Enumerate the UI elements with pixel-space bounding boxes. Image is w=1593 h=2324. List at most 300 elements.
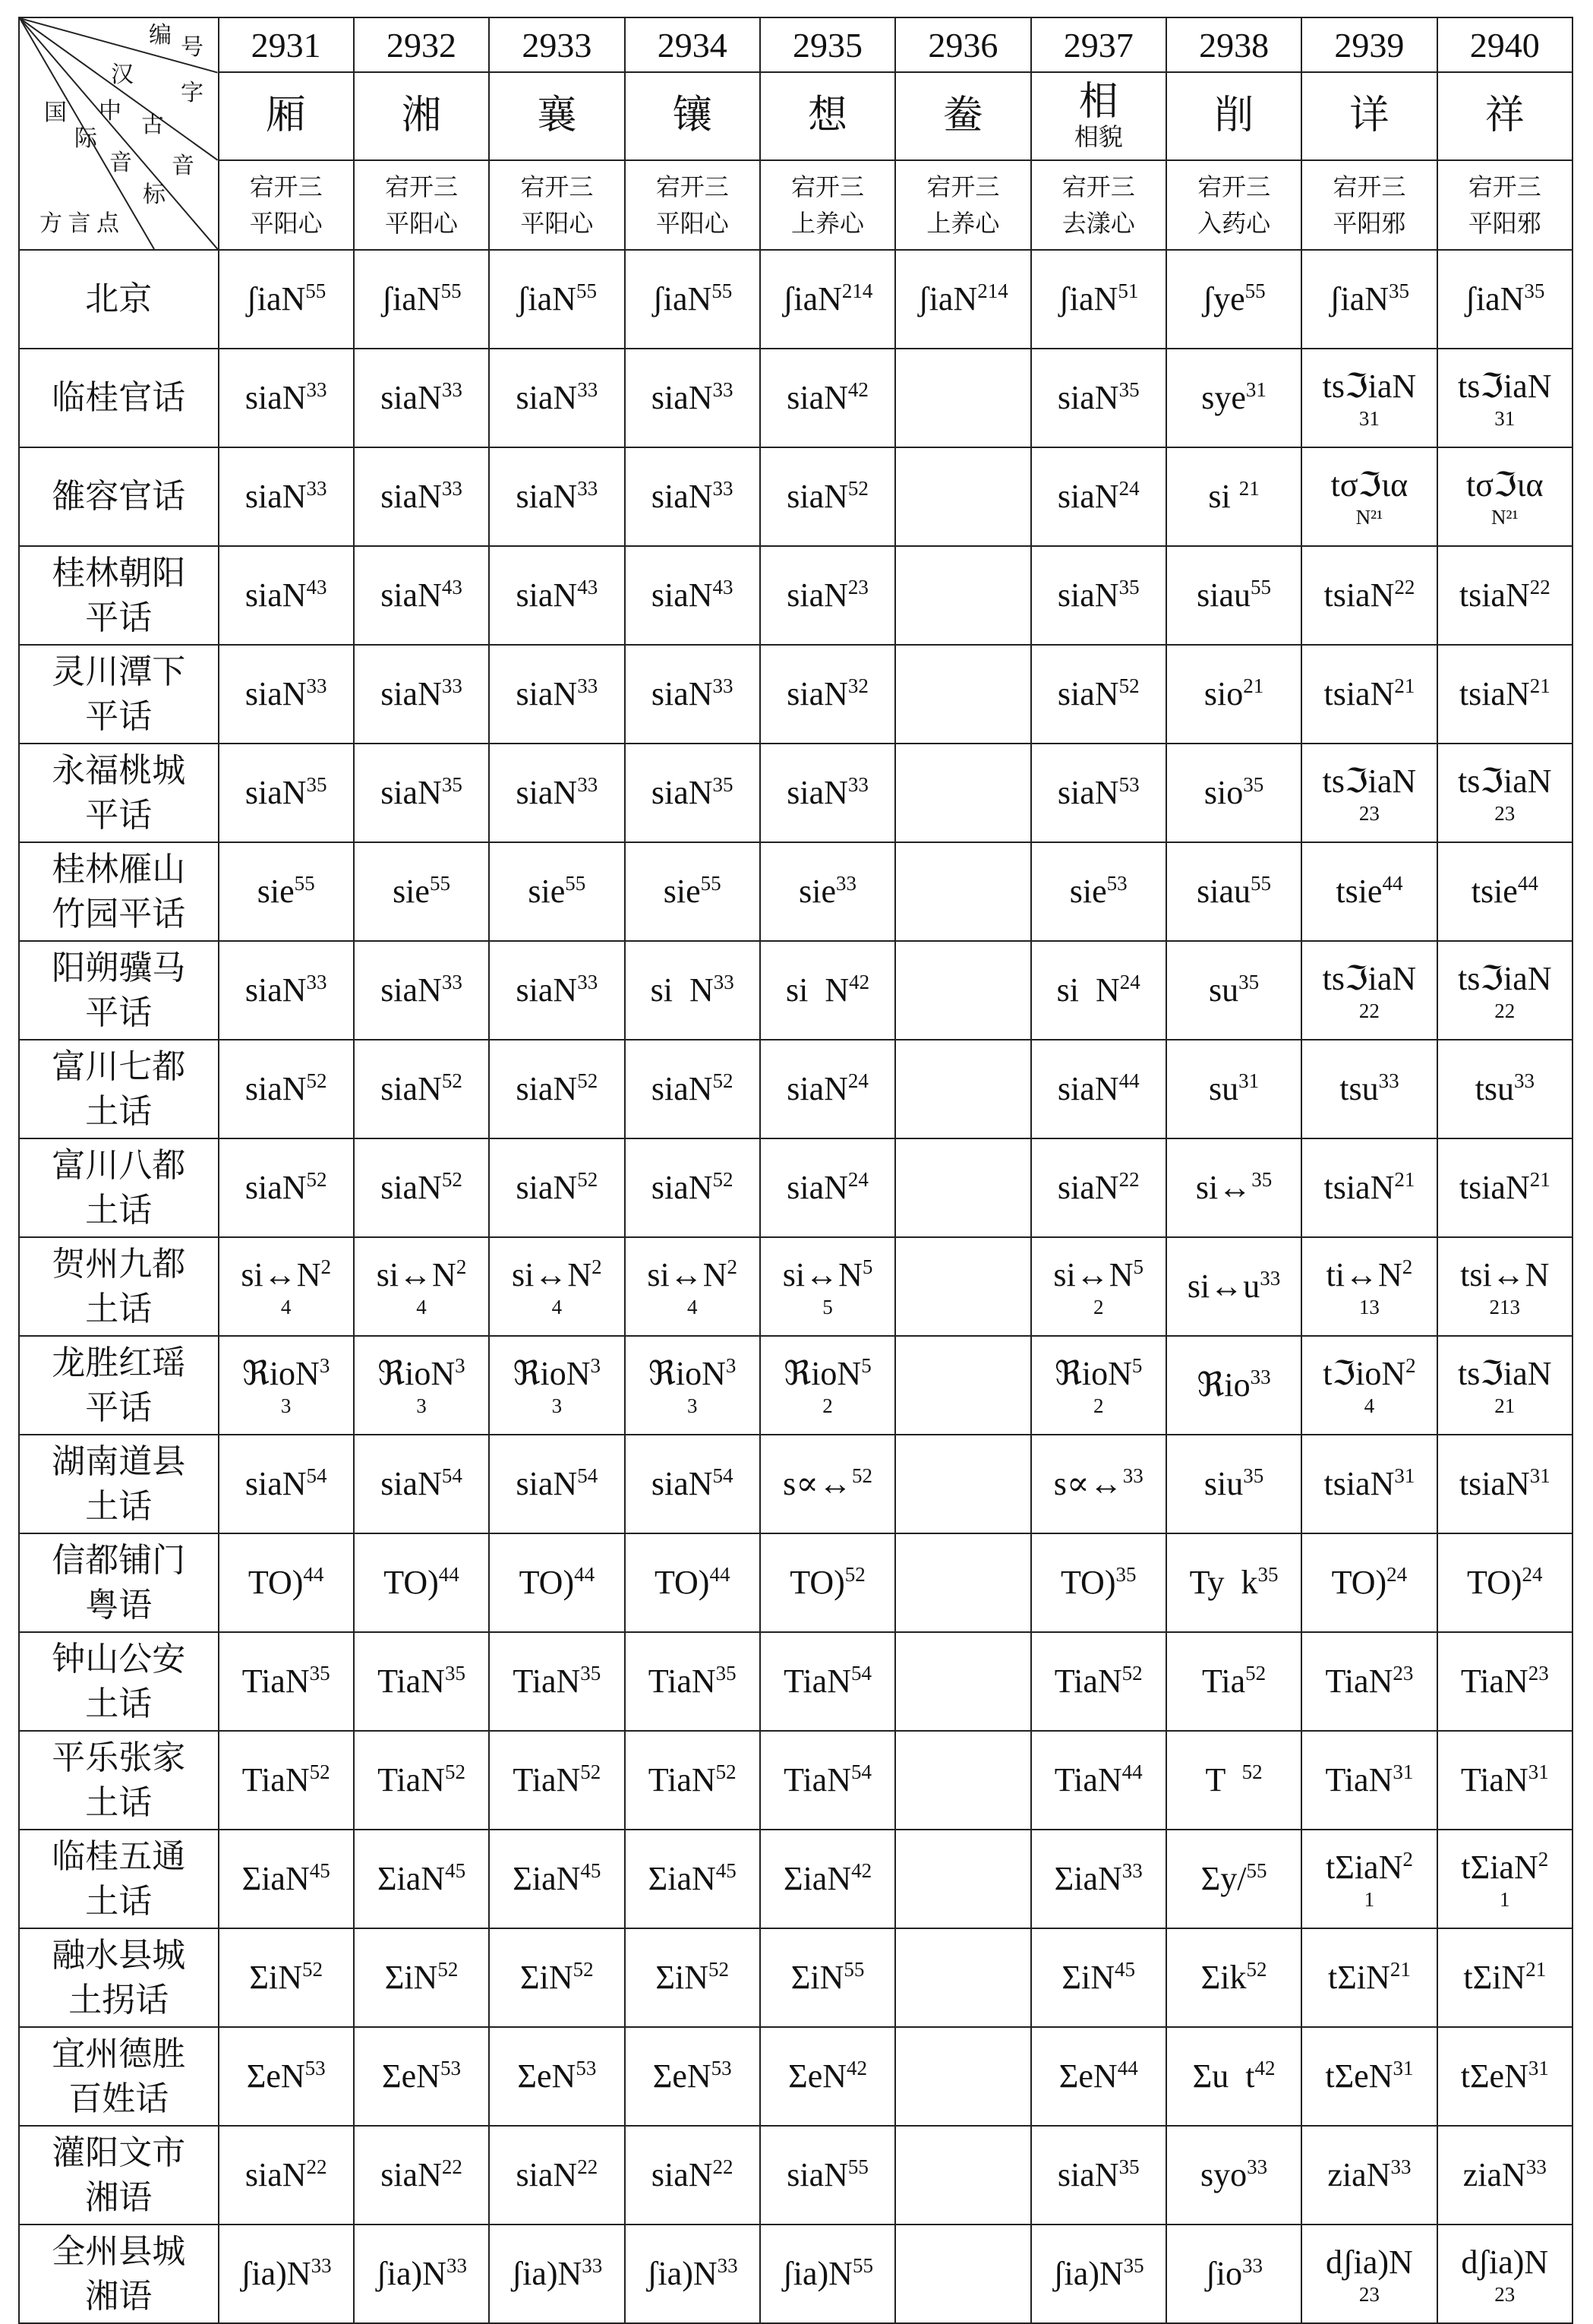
pronunciation-cell <box>1301 1928 1437 2027</box>
pronunciation-cell <box>489 1138 624 1237</box>
pronunciation-cell <box>354 546 489 645</box>
pronunciation-base: siaN <box>787 1069 848 1107</box>
pronunciation-cell <box>489 1731 624 1830</box>
dialect-name: 临桂五通 <box>52 1837 186 1875</box>
pronunciation-base: siaN <box>651 2155 713 2193</box>
tone-superscript: 2 <box>727 1255 738 1279</box>
pronunciation-cell <box>895 1533 1030 1632</box>
pronunciation-base: TO) <box>383 1563 439 1601</box>
tone-superscript: 53 <box>304 2056 326 2079</box>
tone-superscript: 54 <box>712 1464 733 1487</box>
tone-superscript: 35 <box>1118 575 1140 598</box>
pronunciation-cell <box>1031 1533 1166 1632</box>
pronunciation-base: siaN <box>787 378 848 416</box>
pronunciation-base: siau <box>1197 872 1251 910</box>
pronunciation-base: ʃia)N <box>1052 2254 1124 2292</box>
pronunciation-base: ziaN <box>1327 2155 1391 2193</box>
dialect-row <box>19 447 1572 546</box>
pronunciation-cell <box>1437 1435 1572 1533</box>
pronunciation-cell <box>1031 2027 1166 2126</box>
pronunciation-cell <box>489 546 624 645</box>
dialect-name-cell <box>19 744 219 842</box>
pronunciation-base: TiaN <box>513 1662 581 1700</box>
tone-superscript: 31 <box>1528 2056 1549 2079</box>
pronunciation-base: siaN <box>1057 378 1119 416</box>
pronunciation-cell <box>1031 1928 1166 2027</box>
pronunciation-cell <box>625 1336 760 1435</box>
pronunciation-cell <box>625 941 760 1040</box>
pronunciation-base: tΣiN <box>1328 1958 1390 1996</box>
tone-superscript: 21 <box>1238 476 1260 500</box>
tone-superscript: 32 <box>847 674 869 697</box>
pronunciation-base: siaN <box>380 2155 442 2193</box>
pronunciation-cell <box>1437 842 1572 941</box>
pronunciation-base: ΣiaN <box>513 1859 581 1897</box>
pronunciation-base: siaN <box>787 477 848 515</box>
pronunciation-base: TO) <box>1060 1563 1116 1601</box>
tone-wrapped: 4 <box>686 1295 698 1318</box>
tone-superscript: 33 <box>577 772 598 796</box>
tone-superscript: 55 <box>700 871 721 895</box>
pronunciation-base: tσℑια <box>1466 466 1544 504</box>
tone-superscript: 53 <box>576 2056 597 2079</box>
pronunciation-cell <box>489 2126 624 2225</box>
tone-superscript: 33 <box>1390 2155 1412 2178</box>
pronunciation-cell <box>489 2225 624 2323</box>
pronunciation-base: ʃia)N <box>240 2254 311 2292</box>
pronunciation-base: ʃiaN <box>652 279 712 317</box>
middle-chinese-initial: 平阳心 <box>385 210 459 237</box>
pronunciation-cell <box>625 1731 760 1830</box>
pronunciation-base: siaN <box>651 378 713 416</box>
pronunciation-cell <box>1437 1237 1572 1336</box>
column-number: 2939 <box>1301 17 1437 72</box>
dialect-name: 富川八都 <box>52 1146 186 1184</box>
tone-superscript: 52 <box>712 1167 733 1191</box>
pronunciation-cell <box>489 1928 624 2027</box>
pronunciation-cell <box>354 1435 489 1533</box>
pronunciation-cell <box>895 1138 1030 1237</box>
tone-wrapped: 3 <box>551 1394 563 1417</box>
pronunciation-cell <box>895 1731 1030 1830</box>
pronunciation-base: tsℑiaN <box>1322 960 1417 998</box>
pronunciation-base: ℜioN <box>242 1355 320 1393</box>
dialect-name: 融水县城 <box>52 1936 186 1974</box>
tone-superscript: 35 <box>1243 1464 1264 1487</box>
pronunciation-base: siaN <box>244 773 307 811</box>
pronunciation-cell <box>1166 1237 1301 1336</box>
pronunciation-cell <box>625 349 760 447</box>
dialect-name: 北京 <box>85 280 153 318</box>
pronunciation-cell <box>1301 1731 1437 1830</box>
pronunciation-base: siaN <box>787 576 848 614</box>
pronunciation-base: siaN <box>380 1168 442 1206</box>
pronunciation-cell <box>489 842 624 941</box>
pronunciation-cell <box>1031 546 1166 645</box>
middle-chinese-rhyme: 宕开三 <box>1197 173 1271 201</box>
pronunciation-cell <box>489 744 624 842</box>
pronunciation-cell <box>1031 744 1166 842</box>
column-character-cell <box>1301 72 1437 160</box>
pronunciation-base: siaN <box>516 576 578 614</box>
pronunciation-cell <box>760 349 895 447</box>
tone-superscript: 22 <box>712 2155 733 2178</box>
pronunciation-cell <box>625 1830 760 1928</box>
pronunciation-cell <box>1301 1336 1437 1435</box>
tone-superscript: 24 <box>847 1167 869 1191</box>
pronunciation-cell <box>489 1632 624 1731</box>
pronunciation-cell <box>1437 250 1572 349</box>
pronunciation-cell <box>219 546 354 645</box>
pronunciation-base: s∝↔ <box>783 1464 852 1502</box>
dialect-name-cell <box>19 1336 219 1435</box>
pronunciation-base: ʃia)N <box>782 2254 853 2292</box>
dialect-name-cell <box>19 1632 219 1731</box>
pronunciation-cell <box>1301 645 1437 744</box>
pronunciation-base: sie <box>663 872 701 910</box>
tone-superscript: 35 <box>1238 970 1260 993</box>
tone-superscript: 54 <box>306 1464 327 1487</box>
dialect-name: 雒容官话 <box>52 478 186 516</box>
pronunciation-cell <box>354 744 489 842</box>
pronunciation-base: si↔N <box>647 1256 727 1294</box>
pronunciation-base: tsie <box>1471 872 1518 910</box>
pronunciation-cell <box>1301 447 1437 546</box>
tone-superscript: 44 <box>1517 871 1538 895</box>
pronunciation-base: siaN <box>516 773 578 811</box>
tone-superscript: 33 <box>306 476 327 500</box>
column-character-cell <box>1437 72 1572 160</box>
tone-superscript: 21 <box>1394 674 1415 697</box>
dialect-name: 桂林雁山 <box>52 850 186 888</box>
pronunciation-base: siaN <box>1057 773 1119 811</box>
pronunciation-base: sie <box>257 872 295 910</box>
dialect-name: 永福桃城 <box>52 751 186 789</box>
pronunciation-cell <box>219 1237 354 1336</box>
dialect-name-line2: 土拐话 <box>68 1981 169 2019</box>
pronunciation-base: ti↔N <box>1326 1256 1402 1294</box>
pronunciation-cell <box>489 1336 624 1435</box>
pronunciation-base: si↔N <box>1053 1256 1134 1294</box>
pronunciation-base: siau <box>1197 576 1251 614</box>
pronunciation-cell <box>1166 2027 1301 2126</box>
tone-superscript: 54 <box>850 1760 872 1783</box>
pronunciation-cell <box>760 1928 895 2027</box>
pronunciation-base: tsiaN <box>1323 674 1395 712</box>
pronunciation-base: ΣeN <box>652 2057 711 2095</box>
pronunciation-cell <box>1437 941 1572 1040</box>
pronunciation-base: siaN <box>1057 477 1119 515</box>
tone-superscript: 35 <box>1389 279 1410 302</box>
dialect-name: 灌阳文市 <box>52 2133 186 2171</box>
pronunciation-base: siaN <box>244 1168 307 1206</box>
pronunciation-base: tΣiaN <box>1325 1849 1403 1887</box>
tone-superscript: 24 <box>1119 970 1140 993</box>
middle-chinese-initial: 入药心 <box>1197 210 1271 237</box>
pronunciation-base: siaN <box>380 971 442 1009</box>
dialect-row <box>19 250 1572 349</box>
tone-superscript: 44 <box>303 1562 324 1586</box>
pronunciation-cell <box>219 1138 354 1237</box>
pronunciation-base: sye <box>1201 378 1246 416</box>
pronunciation-base: siu <box>1203 1464 1244 1502</box>
pronunciation-cell <box>1301 744 1437 842</box>
tone-superscript: 45 <box>1115 1957 1136 1981</box>
pronunciation-cell <box>760 1731 895 1830</box>
dialect-name-cell <box>19 1040 219 1138</box>
pronunciation-cell <box>219 744 354 842</box>
pronunciation-cell <box>1166 546 1301 645</box>
pronunciation-cell <box>1031 2225 1166 2323</box>
pronunciation-cell <box>1031 645 1166 744</box>
pronunciation-cell <box>1437 1040 1572 1138</box>
pronunciation-cell <box>625 1138 760 1237</box>
tone-wrapped: 3 <box>686 1394 698 1417</box>
tone-superscript: 53 <box>711 2056 732 2079</box>
column-character-cell <box>1166 72 1301 160</box>
pronunciation-cell <box>625 645 760 744</box>
pronunciation-base: ΣiaN <box>241 1859 310 1897</box>
tone-superscript: 35 <box>1257 1562 1279 1586</box>
pronunciation-base: tσℑια <box>1330 466 1408 504</box>
pronunciation-base: ʃiaN <box>246 279 306 317</box>
pronunciation-cell <box>895 1830 1030 1928</box>
column-character: 湘 <box>402 93 442 137</box>
tone-wrapped: 22 <box>1358 999 1380 1022</box>
dialect-row <box>19 546 1572 645</box>
tone-superscript: 35 <box>1251 1167 1273 1191</box>
pronunciation-base: TiaN <box>648 1662 716 1700</box>
tone-superscript: 52 <box>437 1957 459 1981</box>
middle-chinese-rhyme: 宕开三 <box>655 173 729 201</box>
pronunciation-base: siaN <box>787 674 848 712</box>
pronunciation-base: ΣiaN <box>783 1859 852 1897</box>
pronunciation-cell <box>895 2126 1030 2225</box>
pronunciation-cell <box>354 1138 489 1237</box>
pronunciation-base: si↔N <box>376 1256 456 1294</box>
pronunciation-cell <box>895 1336 1030 1435</box>
pronunciation-base: ΣiN <box>1061 1958 1115 1996</box>
pronunciation-cell <box>1166 250 1301 349</box>
tone-superscript: 35 <box>715 1661 737 1685</box>
pronunciation-base: ℜio <box>1197 1366 1251 1404</box>
pronunciation-base: si N <box>1056 971 1120 1009</box>
tone-superscript: 52 <box>847 476 869 500</box>
tone-superscript: 33 <box>441 674 462 697</box>
tone-superscript: 2 <box>1402 1848 1413 1871</box>
tone-wrapped: 23 <box>1494 2282 1516 2306</box>
pronunciation-cell <box>1437 447 1572 546</box>
column-number: 2937 <box>1031 17 1166 72</box>
pronunciation-cell <box>1166 1138 1301 1237</box>
pronunciation-cell <box>219 1632 354 1731</box>
pronunciation-cell <box>354 1237 489 1336</box>
dialect-name-cell <box>19 546 219 645</box>
pronunciation-base: TiaN <box>513 1760 581 1798</box>
column-number: 2931 <box>219 17 354 72</box>
pronunciation-base: tsℑiaN <box>1458 763 1552 800</box>
tone-superscript: 52 <box>1241 1760 1263 1783</box>
pronunciation-cell <box>895 1435 1030 1533</box>
pronunciation-base: siaN <box>1057 1069 1119 1107</box>
pronunciation-base: ziaN <box>1462 2155 1526 2193</box>
pronunciation-cell <box>625 250 760 349</box>
pronunciation-cell <box>760 1533 895 1632</box>
pronunciation-cell <box>1166 447 1301 546</box>
pronunciation-base: siaN <box>787 1168 848 1206</box>
pronunciation-cell <box>489 250 624 349</box>
pronunciation-base: Σu t <box>1192 2057 1255 2095</box>
tone-superscript: 31 <box>1393 1760 1414 1783</box>
tone-superscript: 52 <box>309 1760 330 1783</box>
dialect-name-line2: 平话 <box>85 1389 153 1426</box>
dialect-name-line2: 平话 <box>85 797 153 834</box>
pronunciation-cell <box>219 1928 354 2027</box>
pronunciation-cell <box>354 941 489 1040</box>
pronunciation-base: si <box>1208 477 1239 515</box>
pronunciation-base: TO) <box>790 1563 845 1601</box>
pronunciation-base: ʃiaN <box>1329 279 1390 317</box>
column-number: 2934 <box>625 17 760 72</box>
tone-superscript: 45 <box>309 1858 330 1882</box>
tone-superscript: 52 <box>715 1760 737 1783</box>
pronunciation-base: ΣiaN <box>1054 1859 1122 1897</box>
pronunciation-base: tℑioN <box>1323 1355 1406 1393</box>
tone-superscript: 33 <box>577 674 598 697</box>
tone-wrapped: 2 <box>822 1394 833 1417</box>
pronunciation-cell <box>895 645 1030 744</box>
tone-superscript: 33 <box>1378 1069 1399 1092</box>
tone-superscript: 42 <box>849 970 870 993</box>
pronunciation-base: siaN <box>380 1464 442 1502</box>
pronunciation-base: siaN <box>244 971 307 1009</box>
pronunciation-base: TO) <box>1467 1563 1522 1601</box>
pronunciation-base: Ty k <box>1189 1563 1258 1601</box>
tone-superscript: 33 <box>1525 2155 1547 2178</box>
pronunciation-base: tsℑiaN <box>1458 960 1552 998</box>
tone-superscript: 2 <box>591 1255 602 1279</box>
pronunciation-base: ΣiN <box>249 1958 302 1996</box>
pronunciation-cell <box>489 447 624 546</box>
dialect-name-cell <box>19 1138 219 1237</box>
tone-superscript: 44 <box>709 1562 730 1586</box>
tone-superscript: 31 <box>1245 377 1267 401</box>
dialect-name-cell <box>19 1731 219 1830</box>
middle-chinese-initial: 平阳心 <box>249 210 323 237</box>
dialect-name-cell <box>19 941 219 1040</box>
column-middle-chinese-cell <box>1437 160 1572 250</box>
pronunciation-cell <box>1166 1928 1301 2027</box>
pronunciation-cell <box>895 1237 1030 1336</box>
pronunciation-cell <box>1437 1830 1572 1928</box>
pronunciation-base: sio <box>1203 674 1244 712</box>
pronunciation-base: siaN <box>1057 1168 1119 1206</box>
pronunciation-cell <box>1031 1336 1166 1435</box>
dialect-name-line2: 平话 <box>85 994 153 1031</box>
tone-superscript: 55 <box>1251 575 1272 598</box>
column-character-cell <box>354 72 489 160</box>
tone-superscript: 52 <box>441 1167 462 1191</box>
dialect-name-line2: 土话 <box>85 1290 153 1328</box>
tone-wrapped: 31 <box>1358 406 1380 430</box>
pronunciation-base: TO) <box>248 1563 304 1601</box>
dialect-name-line2: 平话 <box>85 599 153 636</box>
pronunciation-base: sie <box>393 872 430 910</box>
tone-superscript: 33 <box>441 970 462 993</box>
pronunciation-base: tsu <box>1475 1069 1514 1107</box>
dialect-row <box>19 941 1572 1040</box>
dialect-name-line2: 粤语 <box>85 1587 153 1624</box>
column-number: 2935 <box>760 17 895 72</box>
tone-superscript: 55 <box>294 871 315 895</box>
pronunciation-base: Tia <box>1202 1662 1246 1700</box>
dialect-name-line2: 湘语 <box>85 2179 153 2216</box>
dialect-name-line2: 土话 <box>85 1883 153 1920</box>
pronunciation-cell <box>895 546 1030 645</box>
dialect-name: 灵川潭下 <box>52 652 186 690</box>
tone-wrapped: 4 <box>1364 1394 1375 1417</box>
dialect-name-cell <box>19 447 219 546</box>
dialect-name: 湖南道县 <box>52 1442 186 1480</box>
pronunciation-cell <box>1437 1336 1572 1435</box>
pronunciation-base: TiaN <box>1325 1662 1393 1700</box>
tone-superscript: 23 <box>1393 1661 1414 1685</box>
pronunciation-cell <box>1031 1435 1166 1533</box>
pronunciation-cell <box>1301 842 1437 941</box>
pronunciation-cell <box>219 349 354 447</box>
pronunciation-base: siaN <box>651 1464 713 1502</box>
pronunciation-base: ΣeN <box>517 2057 576 2095</box>
pronunciation-base: si N <box>650 971 714 1009</box>
tone-superscript: 55 <box>305 279 326 302</box>
tone-superscript: 35 <box>1123 2253 1144 2277</box>
column-character-cell <box>489 72 624 160</box>
pronunciation-base: sie <box>528 872 566 910</box>
tone-superscript: 55 <box>1244 279 1266 302</box>
tone-superscript: 52 <box>844 1562 866 1586</box>
tone-superscript: 21 <box>1525 1957 1547 1981</box>
pronunciation-cell <box>1166 1830 1301 1928</box>
pronunciation-cell <box>489 941 624 1040</box>
tone-superscript: 33 <box>441 377 462 401</box>
tone-wrapped: 23 <box>1494 801 1516 825</box>
pronunciation-base: siaN <box>651 477 713 515</box>
pronunciation-base: siaN <box>244 576 307 614</box>
column-middle-chinese-cell <box>219 160 354 250</box>
middle-chinese-rhyme: 宕开三 <box>1333 173 1406 201</box>
pronunciation-base: tsi↔N <box>1460 1256 1550 1294</box>
tone-superscript: 21 <box>1394 1167 1415 1191</box>
pronunciation-cell <box>219 250 354 349</box>
tone-superscript: 44 <box>1121 1760 1143 1783</box>
dialect-row <box>19 2225 1572 2323</box>
tone-superscript: 43 <box>712 575 733 598</box>
pronunciation-cell <box>1031 1830 1166 1928</box>
pronunciation-cell <box>1301 2126 1437 2225</box>
corner-label-gu: 古 <box>141 112 164 137</box>
pronunciation-base: ʃiaN <box>1058 279 1118 317</box>
pronunciation-base: tsℑiaN <box>1322 763 1417 800</box>
pronunciation-cell <box>354 1731 489 1830</box>
dialect-row <box>19 1237 1572 1336</box>
tone-superscript: 22 <box>1394 575 1415 598</box>
pronunciation-base: si↔N <box>782 1256 863 1294</box>
column-middle-chinese-cell <box>354 160 489 250</box>
tone-superscript: 55 <box>844 1957 865 1981</box>
pronunciation-cell <box>1166 1336 1301 1435</box>
pronunciation-cell <box>895 447 1030 546</box>
dialect-row <box>19 1435 1572 1533</box>
